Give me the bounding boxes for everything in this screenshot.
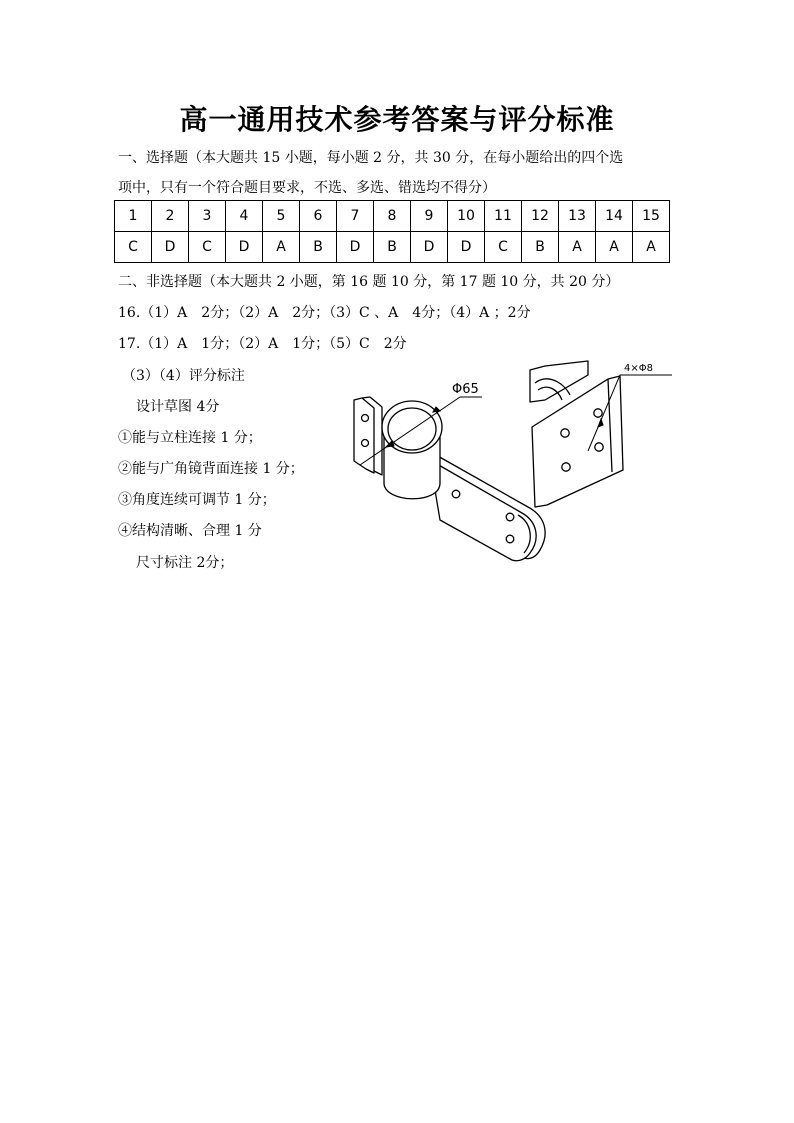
answer-cell: A <box>596 232 633 263</box>
answer-cell: B <box>300 232 337 263</box>
question-number-cell: 1 <box>115 201 152 232</box>
question-number-cell: 14 <box>596 201 633 232</box>
question-number-cell: 12 <box>522 201 559 232</box>
q17-answer: 17.（1）A 1分；（2）A 1分；（5）C 2分 <box>118 336 407 352</box>
q16-answer: 16.（1）A 2分；（2）A 2分；（3）C 、A 4分；（4）A ；2分 <box>118 305 531 321</box>
answer-cell: A <box>633 232 670 263</box>
question-number-cell: 4 <box>226 201 263 232</box>
answer-cell: D <box>152 232 189 263</box>
answer-cell: C <box>189 232 226 263</box>
section1-intro-line1: 一、选择题（本大题共 15 小题，每小题 2 分，共 30 分，在每小题给出的四个选 <box>118 150 624 166</box>
criterion-2: ②能与广角镜背面连接 1 分； <box>118 461 304 477</box>
question-number-cell: 15 <box>633 201 670 232</box>
criterion-3: ③角度连续可调节 1 分； <box>118 492 276 508</box>
question-number-cell: 10 <box>448 201 485 232</box>
answer-cell: A <box>559 232 596 263</box>
answer-cell: D <box>226 232 263 263</box>
criterion-4: ④结构清晰、合理 1 分 <box>118 523 262 539</box>
page-title: 高一通用技术参考答案与评分标准 <box>179 103 615 136</box>
section2-heading: 二、非选择题（本大题共 2 小题，第 16 题 10 分，第 17 题 10 分，共 20 分） <box>118 274 620 290</box>
answer-cell: B <box>374 232 411 263</box>
sketch-score: 设计草图 4分 <box>136 399 220 415</box>
criterion-1: ①能与立柱连接 1 分； <box>118 430 262 446</box>
question-number-cell: 11 <box>485 201 522 232</box>
hole-spec-label: 4×Φ8 <box>624 363 653 374</box>
question-number-cell: 7 <box>337 201 374 232</box>
question-number-cell: 13 <box>559 201 596 232</box>
answer-table <box>114 200 670 263</box>
answer-cell: D <box>411 232 448 263</box>
question-number-cell: 6 <box>300 201 337 232</box>
question-number-cell: 3 <box>189 201 226 232</box>
section1-intro-line2: 项中，只有一个符合题目要求，不选、多选、错选均不得分） <box>118 180 496 196</box>
q3-4-scoring-heading: （3）（4）评分标注 <box>122 368 245 384</box>
question-number-cell: 8 <box>374 201 411 232</box>
dimension-score: 尺寸标注 2分； <box>136 555 234 571</box>
answer-cell: D <box>448 232 485 263</box>
question-number-cell: 2 <box>152 201 189 232</box>
answer-cell: C <box>115 232 152 263</box>
answer-cell: B <box>522 232 559 263</box>
question-number-cell: 5 <box>263 201 300 232</box>
question-number-cell: 9 <box>411 201 448 232</box>
answer-cell: C <box>485 232 522 263</box>
bracket-back-plate <box>530 361 588 402</box>
answer-cell: D <box>337 232 374 263</box>
strap <box>430 460 536 561</box>
answer-table-number-row <box>115 201 670 232</box>
answer-table-answer-row <box>115 232 670 263</box>
answer-cell: A <box>263 232 300 263</box>
bracket-design-sketch <box>340 355 690 570</box>
pipe-diameter-label: Φ65 <box>452 382 479 397</box>
